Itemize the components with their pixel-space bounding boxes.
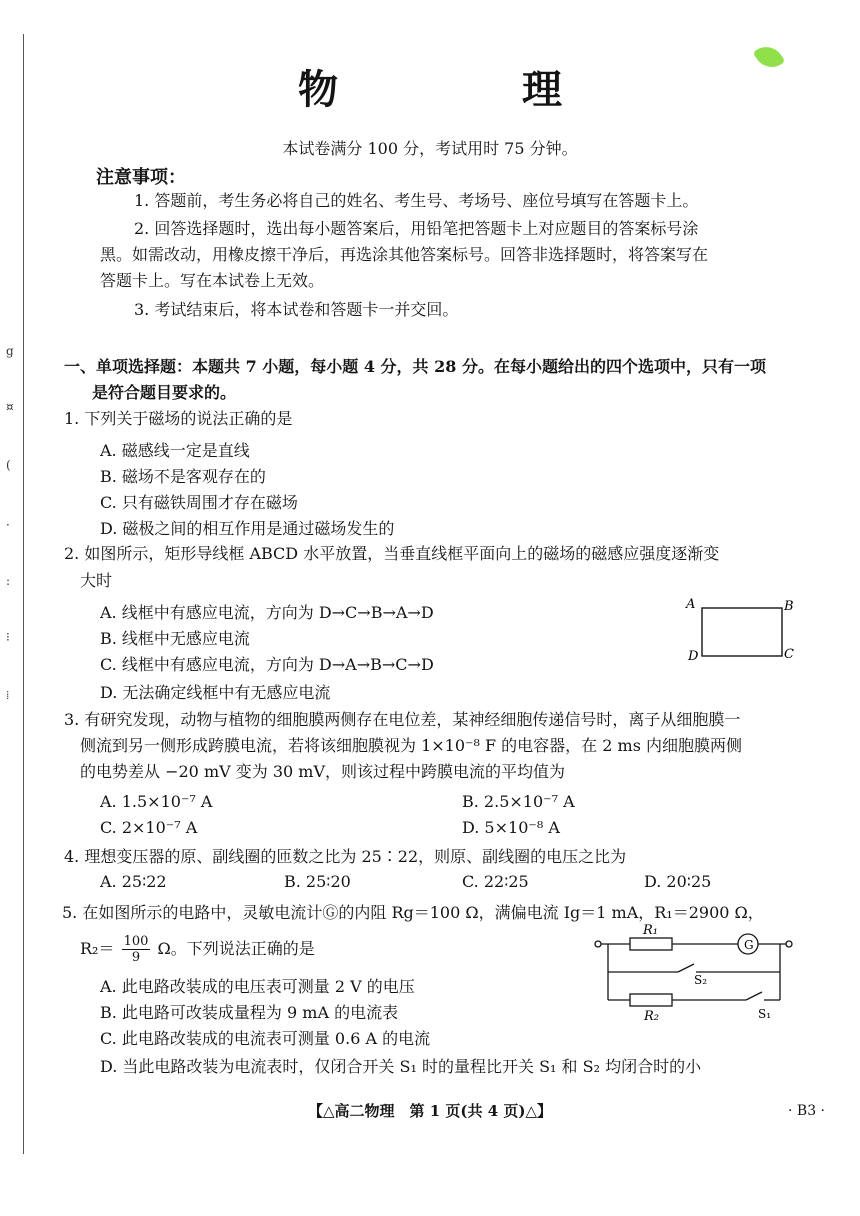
rectangle-frame-diagram [680,592,800,672]
q5-option-d: D. 当此电路改装为电流表时，仅闭合开关 S₁ 时的量程比开关 S₁ 和 S₂ 均闭合时的小 [100,1057,702,1076]
q5-r2-label: R₂＝ [80,939,115,958]
q4-stem: 4. 理想变压器的原、副线圈的匝数之比为 25∶22，则原、副线圈的电压之比为 [64,847,627,866]
q2-stem-cont: 大时 [80,571,113,590]
label-b: B [784,599,794,614]
label-d: D [688,649,699,664]
binding-line [23,34,24,1154]
margin-mark: ⁞ [6,688,10,702]
q5-stem-cont [80,934,315,965]
margin-mark: g [6,344,14,358]
section-heading-cont: 是符合题目要求的。 [92,383,237,402]
q3-option-d: D. 5×10⁻⁸ A [462,818,560,837]
circuit-diagram [590,918,800,1022]
exam-intro: 本试卷满分 100 分，考试用时 75 分钟。 [282,139,578,158]
q5-stem: 5. 在如图所示的电路中，灵敏电流计Ⓖ的内阻 Rg＝100 Ω，满偏电流 Ig＝1 mA，R₁＝2900 Ω， [62,903,764,922]
fraction-numerator: 100 [123,934,149,949]
margin-mark: : [6,574,11,588]
q1-stem: 1. 下列关于磁场的说法正确的是 [64,409,293,428]
q4-option-a: A. 25∶22 [100,872,167,891]
margin-mark: ⁝ [6,630,10,644]
q1-option-a: A. 磁感线一定是直线 [100,441,250,460]
q4-option-c: C. 22∶25 [462,872,529,891]
margin-mark: ( [6,458,11,472]
q2-option-d: D. 无法确定线框中有无感应电流 [100,683,331,702]
q5-option-b: B. 此电路可改装成量程为 9 mA 的电流表 [100,1003,399,1022]
q5-option-a: A. 此电路改装成的电压表可测量 2 V 的电压 [100,977,415,996]
q3-stem-cont: 的电势差从 −20 mV 变为 30 mV，则该过程中跨膜电流的平均值为 [80,762,566,781]
label-s1: S₁ [758,1007,772,1021]
label-r2: R₂ [644,1009,659,1022]
galvanometer-label: G [744,938,754,952]
q3-option-b: B. 2.5×10⁻⁷ A [462,792,575,811]
q2-option-b: B. 线框中无感应电流 [100,629,250,648]
q1-option-c: C. 只有磁铁周围才存在磁场 [100,493,298,512]
label-c: C [784,647,794,662]
margin-mark: · [6,518,10,532]
q3-option-a: A. 1.5×10⁻⁷ A [100,792,213,811]
q3-option-c: C. 2×10⁻⁷ A [100,818,198,837]
q2-stem: 2. 如图所示，矩形导线框 ABCD 水平放置，当垂直线框平面向上的磁场的磁感应强度逐渐变 [64,544,720,563]
q4-option-d: D. 20∶25 [644,872,712,891]
notice-item-2: 2. 回答选择题时，选出每小题答案后，用铅笔把答题卡上对应题目的答案标号涂 [134,219,699,238]
label-r1: R₁ [643,923,658,938]
q3-stem-cont: 侧流到另一侧形成跨膜电流，若将该细胞膜视为 1×10⁻⁸ F 的电容器，在 2 ms 内细胞膜两侧 [80,736,742,755]
notice-item-1: 1. 答题前，考生务必将自己的姓名、考生号、考场号、座位号填写在答题卡上。 [134,191,699,210]
fraction-denominator: 9 [131,950,141,965]
q5-stem-tail: Ω。下列说法正确的是 [157,939,315,958]
q3-stem: 3. 有研究发现，动物与植物的细胞膜两侧存在电位差，某神经细胞传递信号时，离子从细胞膜一 [64,710,741,729]
q5-fraction [122,934,151,965]
q1-option-d: D. 磁极之间的相互作用是通过磁场发生的 [100,519,395,538]
q5-option-c: C. 此电路改装成的电流表可测量 0.6 A 的电流 [100,1029,431,1048]
label-s2: S₂ [694,973,708,987]
margin-mark: ¤ [6,400,14,414]
label-a: A [686,597,696,612]
notice-heading: 注意事项： [96,167,186,188]
notice-item-3: 3. 考试结束后，将本试卷和答题卡一并交回。 [134,300,459,319]
notice-item-2-cont: 答题卡上。写在本试卷上无效。 [100,271,325,290]
q2-option-a: A. 线框中有感应电流，方向为 D→C→B→A→D [100,603,434,622]
wire-frame [702,608,782,656]
q4-option-b: B. 25∶20 [284,872,351,891]
q2-option-c: C. 线框中有感应电流，方向为 D→A→B→C→D [100,655,434,674]
page-title: 物 理 [298,66,634,113]
paper-code: · B3 · [788,1103,825,1119]
section-heading: 一、单项选择题：本题共 7 小题，每小题 4 分，共 28 分。在每小题给出的四个选项中，只有一项 [64,357,766,376]
page-footer: 【△高二物理 第 1 页(共 4 页)△】 [307,1102,553,1120]
q1-option-b: B. 磁场不是客观存在的 [100,467,266,486]
notice-item-2-cont: 黑。如需改动，用橡皮擦干净后，再选涂其他答案标号。回答非选择题时，将答案写在 [100,245,709,264]
